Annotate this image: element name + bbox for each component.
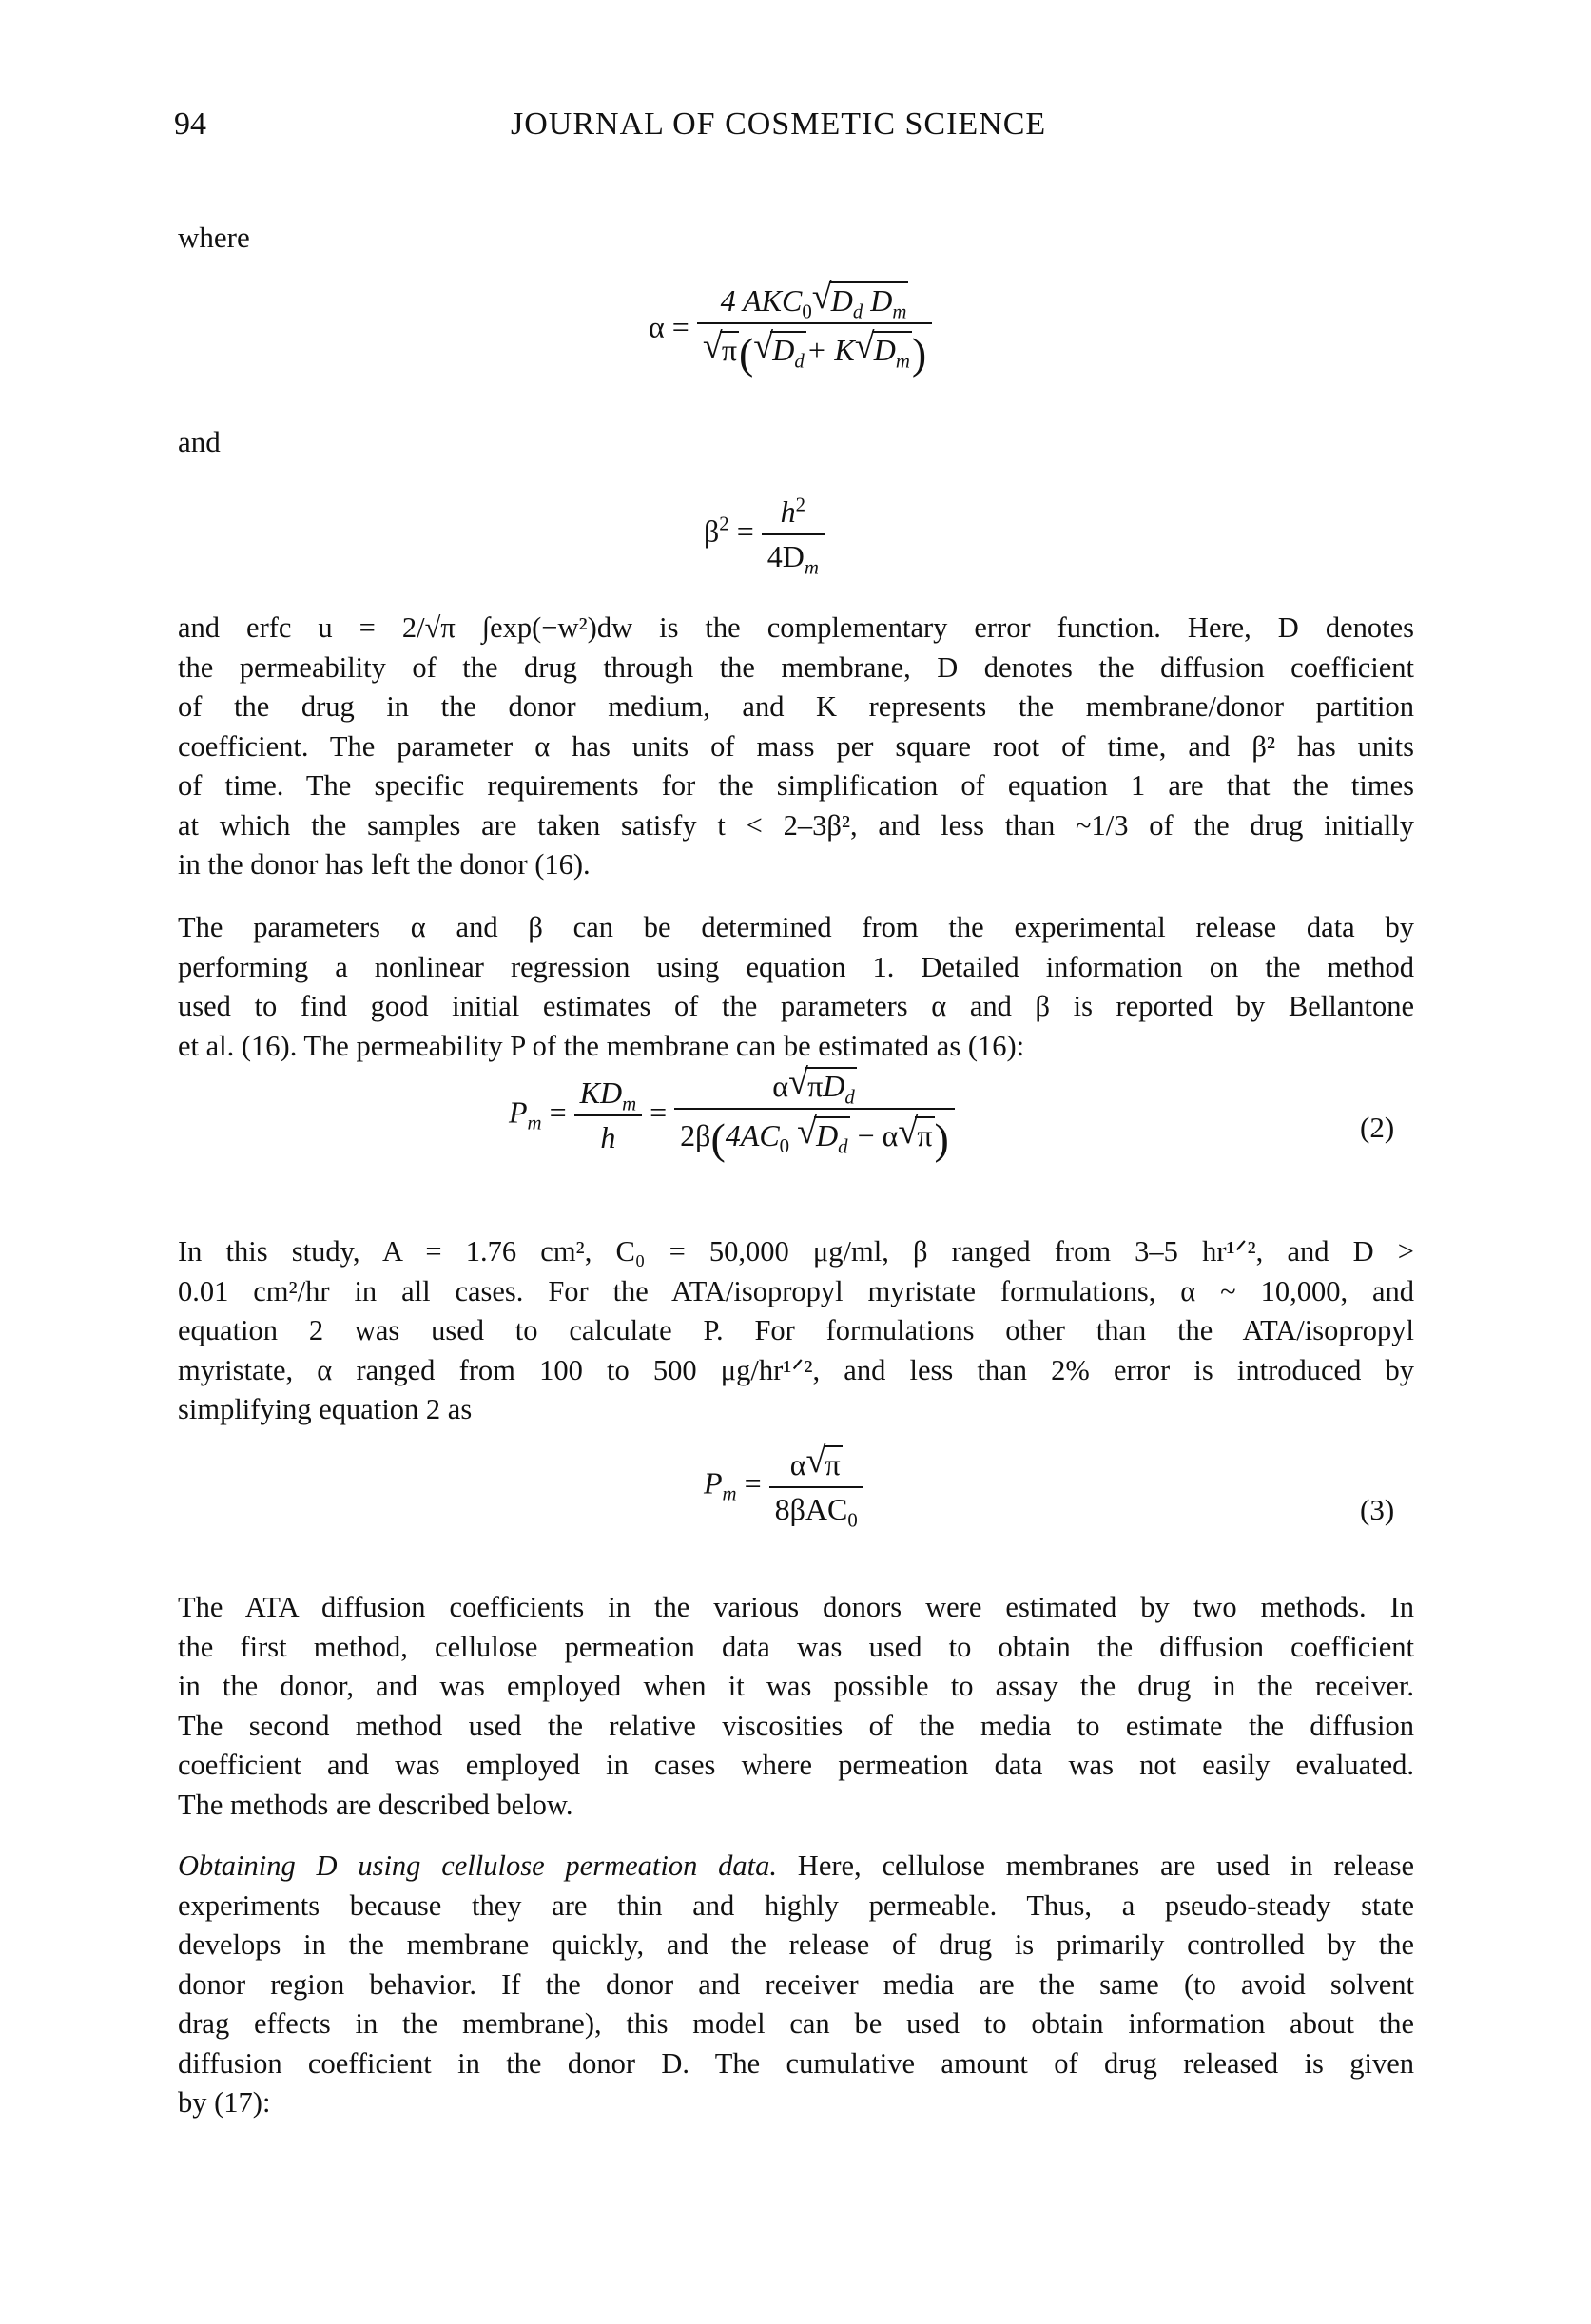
equation-2: $P_m$ = $\frac{KD_m}{h}$ = $\frac{\alpha√ \pi D_d}{2\beta(4AC_0 √ D_d - \alpha√ \pi)}$ (509, 1067, 955, 1164)
equation-3-number: (3) (1360, 1493, 1395, 1526)
page-number: 94 (174, 107, 206, 142)
word-where: where (178, 221, 250, 254)
paragraph-3: In this study, A = 1.76 cm², C₀ = 50,000 μg/ml, β ranged from 3–5 hr¹ᐟ², and D > 0.01 cm²/hr in all cases. For the ATA/isopropyl myristate formulations, α ~ 10,000, and equation 2 was used to calculate P. For formulations other than the ATA/isopropyl myristate, α ranged from 100 to 500 μg/hr¹ᐟ², and less than 2% error is introduced by simplifying equation 2 as (178, 1235, 1414, 1425)
running-header: JOURNAL OF COSMETIC SCIENCE (511, 107, 1047, 142)
equation-alpha (649, 281, 932, 378)
equation-beta: $\beta^2$ = $\frac{h^2}{4D_m}$ (704, 494, 825, 574)
word-and: and (178, 425, 221, 458)
paragraph-4: The ATA diffusion coefficients in the various donors were estimated by two methods. In the first method, cellulose permeation data was used to obtain the diffusion coefficient in the donor, and was employed when it was possible to assay the drug in the receiver. The second method used the relative viscosities of the media to estimate the diffusion coefficient and was employed in cases where permeation data was not easily evaluated. The methods are described below. (178, 1591, 1414, 1821)
section-heading: Obtaining D using cellulose permeation data. (178, 1850, 777, 1882)
alpha-lhs: α = (649, 309, 689, 344)
alpha-fraction: 4 $AKC_0√$ $D_d$ $D_m$ √ π(√ $D_d+ K√$ $D_m$) (697, 281, 932, 378)
paragraph-2: The parameters α and β can be determined from the experimental release data by performing a nonlinear regression using equation 1. Detailed information on the method used to find good initial estimates of the parameters α and β is reported by Bellantone et al. (16). The permeability P of the membrane can be estimated as (16): (178, 911, 1414, 1062)
equation-2-number: (2) (1360, 1111, 1395, 1144)
paragraph-5: Obtaining D using cellulose permeation data. Here, cellulose membranes are used in release experiments because they are thin and highly permeable. Thus, a pseudo-steady state develops in the membrane quickly, and the release of drug is primarily controlled by the donor region behavior. If the donor and receiver media are the same (to avoid solvent drag effects in the membrane), this model can be used to obtain information about the diffusion coefficient in the donor D. The cumulative amount of drug released is given by (17): (178, 1850, 1414, 2119)
equation-3: $P_m$ = $\frac{\alpha√ \pi}{8\beta AC_0}$ (704, 1445, 863, 1527)
paragraph-1: and erfc u = 2/√π ∫exp(−w²)dw is the complementary error function. Here, D denotes the permeability of the drug through the membrane, D denotes the diffusion coefficient of the drug in the donor medium, and K represents the membrane/donor partition coefficient. The parameter α has units of mass per square root of time, and β² has units of time. The specific requirements for the simplification of equation 1 are that the times at which the samples are taken satisfy t < 2–3β², and less than ~1/3 of the drug initially in the donor has left the donor (16). (178, 611, 1414, 881)
